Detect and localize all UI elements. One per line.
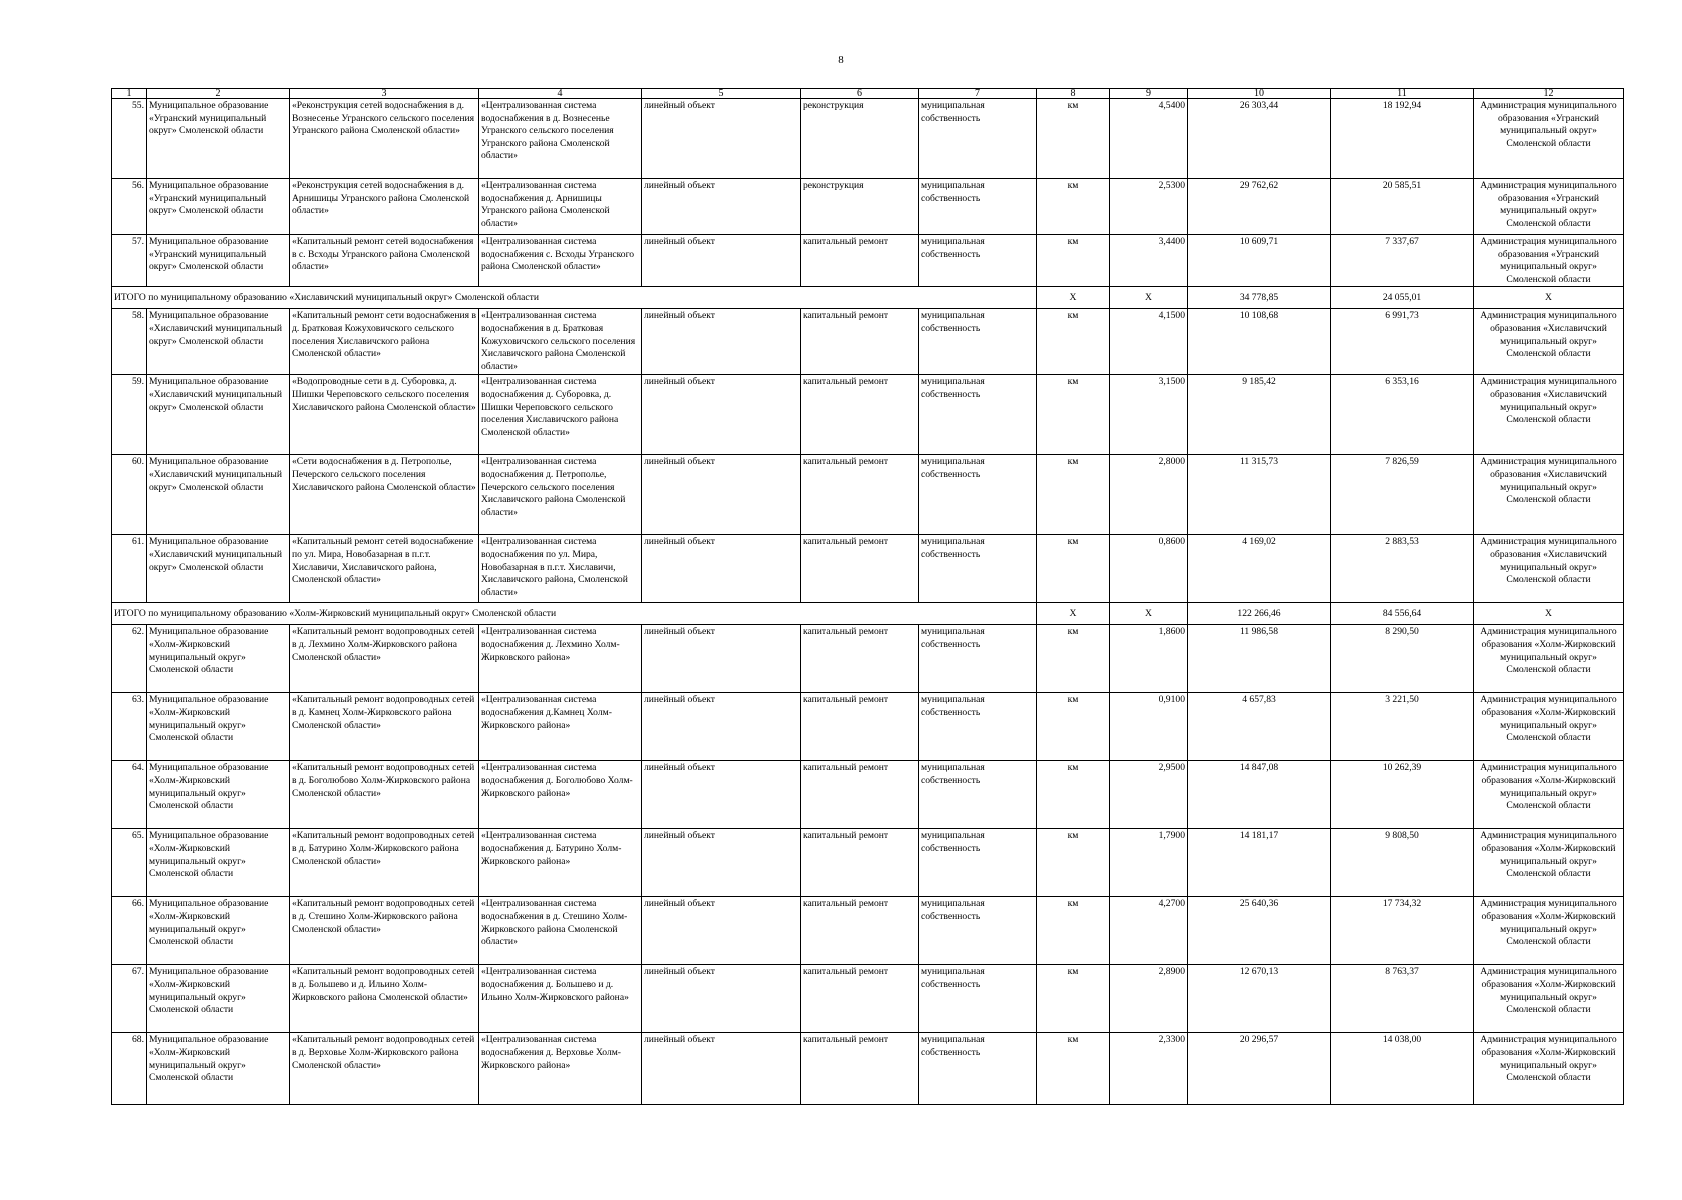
object-type-cell: линейный объект	[642, 99, 801, 179]
table-row	[112, 625, 1624, 693]
object-type-cell: линейный объект	[642, 693, 801, 761]
work-type-cell: реконструкция	[801, 99, 919, 179]
work-type-cell: капитальный ремонт	[801, 235, 919, 287]
responsible-org-cell: Администрация муниципального образования «Холм-Жирковский муниципальный округ» Смоленской области	[1474, 965, 1624, 1033]
responsible-org-cell: Администрация муниципального образования «Хиславичский муниципальный округ» Смоленской области	[1474, 375, 1624, 455]
responsible-org-cell: Администрация муниципального образования «Хиславичский муниципальный округ» Смоленской области	[1474, 455, 1624, 535]
total-label: ИТОГО по муниципальному образованию «Холм-Жирковский муниципальный округ» Смоленской области	[112, 603, 1037, 625]
water-system-cell: «Централизованная система водоснабжения д. Арнишицы Угранского района Смоленской области»	[479, 179, 642, 235]
unit-cell: км	[1037, 897, 1110, 965]
object-type-cell: линейный объект	[642, 1033, 801, 1105]
work-type-cell: капитальный ремонт	[801, 897, 919, 965]
length-cell: 2,9500	[1110, 761, 1188, 829]
row-number: 62.	[112, 625, 147, 693]
cost-10-cell: 12 670,13	[1188, 965, 1331, 1033]
object-name-cell: «Капитальный ремонт водопроводных сетей в д. Стешино Холм-Жирковского района Смоленской области»	[290, 897, 479, 965]
responsible-org-cell: Администрация муниципального образования «Холм-Жирковский муниципальный округ» Смоленской области	[1474, 829, 1624, 897]
object-type-cell: линейный объект	[642, 309, 801, 375]
column-number-4: 4	[479, 89, 642, 99]
row-number: 56.	[112, 179, 147, 235]
row-number: 59.	[112, 375, 147, 455]
unit-cell: км	[1037, 535, 1110, 603]
table-row	[112, 1033, 1624, 1105]
water-system-cell: «Централизованная система водоснабжения д. Петрополье, Печерского сельского поселения Хиславичского района Смоленской области»	[479, 455, 642, 535]
object-name-cell: «Водопроводные сети в д. Суборовка, д. Шишки Череповского сельского поселения Хиславичского района Смоленской области»	[290, 375, 479, 455]
table-row	[112, 309, 1624, 375]
unit-cell: км	[1037, 309, 1110, 375]
length-cell: 0,9100	[1110, 693, 1188, 761]
total-col8: Х	[1037, 603, 1110, 625]
cost-10-cell: 29 762,62	[1188, 179, 1331, 235]
cost-10-cell: 26 303,44	[1188, 99, 1331, 179]
total-row	[112, 603, 1624, 625]
total-cost-11: 24 055,01	[1331, 287, 1474, 309]
column-number-11: 11	[1331, 89, 1474, 99]
length-cell: 0,8600	[1110, 535, 1188, 603]
row-number: 58.	[112, 309, 147, 375]
object-type-cell: линейный объект	[642, 761, 801, 829]
cost-10-cell: 11 315,73	[1188, 455, 1331, 535]
object-name-cell: «Сети водоснабжения в д. Петрополье, Печерского сельского поселения Хиславичского района Смоленской области»	[290, 455, 479, 535]
ownership-cell: муниципальная собственность	[919, 535, 1037, 603]
municipality-cell: Муниципальное образование «Холм-Жирковский муниципальный округ» Смоленской области	[147, 829, 290, 897]
municipality-cell: Муниципальное образование «Хиславичский муниципальный округ» Смоленской области	[147, 535, 290, 603]
municipality-cell: Муниципальное образование «Холм-Жирковский муниципальный округ» Смоленской области	[147, 897, 290, 965]
municipality-cell: Муниципальное образование «Холм-Жирковский муниципальный округ» Смоленской области	[147, 761, 290, 829]
column-number-6: 6	[801, 89, 919, 99]
total-cost-11: 84 556,64	[1331, 603, 1474, 625]
cost-11-cell: 10 262,39	[1331, 761, 1474, 829]
object-type-cell: линейный объект	[642, 829, 801, 897]
work-type-cell: капитальный ремонт	[801, 1033, 919, 1105]
responsible-org-cell: Администрация муниципального образования «Холм-Жирковский муниципальный округ» Смоленской области	[1474, 897, 1624, 965]
ownership-cell: муниципальная собственность	[919, 829, 1037, 897]
water-system-cell: «Централизованная система водоснабжения д. Боголюбово Холм-Жирковского района»	[479, 761, 642, 829]
responsible-org-cell: Администрация муниципального образования «Хиславичский муниципальный округ» Смоленской области	[1474, 309, 1624, 375]
object-name-cell: «Капитальный ремонт водопроводных сетей в д. Верховье Холм-Жирковского района Смоленской области»	[290, 1033, 479, 1105]
object-name-cell: «Капитальный ремонт водопроводных сетей в д. Лехмино Холм-Жирковского района Смоленской области»	[290, 625, 479, 693]
object-name-cell: «Капитальный ремонт сетей водоснабжения в с. Всходы Угранского района Смоленской области»	[290, 235, 479, 287]
column-number-9: 9	[1110, 89, 1188, 99]
water-system-cell: «Централизованная система водоснабжения д. Верховье Холм-Жирковского района»	[479, 1033, 642, 1105]
cost-11-cell: 8 763,37	[1331, 965, 1474, 1033]
water-system-cell: «Централизованная система водоснабжения в д. Стешино Холм-Жирковского района Смоленской области»	[479, 897, 642, 965]
length-cell: 2,8000	[1110, 455, 1188, 535]
object-name-cell: «Реконструкция сетей водоснабжения в д. Арнишицы Угранского района Смоленской области»	[290, 179, 479, 235]
municipality-cell: Муниципальное образование «Холм-Жирковский муниципальный округ» Смоленской области	[147, 625, 290, 693]
column-number-12: 12	[1474, 89, 1624, 99]
cost-11-cell: 14 038,00	[1331, 1033, 1474, 1105]
table-row	[112, 965, 1624, 1033]
row-number: 60.	[112, 455, 147, 535]
length-cell: 3,1500	[1110, 375, 1188, 455]
municipality-cell: Муниципальное образование «Угранский муниципальный округ» Смоленской области	[147, 235, 290, 287]
column-number-5: 5	[642, 89, 801, 99]
table-row	[112, 375, 1624, 455]
object-name-cell: «Реконструкция сетей водоснабжения в д. Вознесенье Угранского сельского поселения Угранского района Смоленской области»	[290, 99, 479, 179]
total-col9: Х	[1110, 603, 1188, 625]
cost-11-cell: 20 585,51	[1331, 179, 1474, 235]
column-number-row	[112, 89, 1624, 99]
cost-10-cell: 14 847,08	[1188, 761, 1331, 829]
object-type-cell: линейный объект	[642, 375, 801, 455]
table-row	[112, 829, 1624, 897]
water-system-cell: «Централизованная система водоснабжения д. Суборовка, д. Шишки Череповского сельского поселения Хиславичского района Смоленской области»	[479, 375, 642, 455]
water-system-cell: «Централизованная система водоснабжения с. Всходы Угранского района Смоленской области»	[479, 235, 642, 287]
table-row	[112, 455, 1624, 535]
work-type-cell: капитальный ремонт	[801, 693, 919, 761]
cost-11-cell: 6 353,16	[1331, 375, 1474, 455]
municipality-cell: Муниципальное образование «Хиславичский муниципальный округ» Смоленской области	[147, 455, 290, 535]
row-number: 63.	[112, 693, 147, 761]
unit-cell: км	[1037, 99, 1110, 179]
work-type-cell: реконструкция	[801, 179, 919, 235]
municipality-cell: Муниципальное образование «Хиславичский муниципальный округ» Смоленской области	[147, 309, 290, 375]
cost-11-cell: 17 734,32	[1331, 897, 1474, 965]
responsible-org-cell: Администрация муниципального образования «Холм-Жирковский муниципальный округ» Смоленской области	[1474, 761, 1624, 829]
cost-11-cell: 7 337,67	[1331, 235, 1474, 287]
table-row	[112, 693, 1624, 761]
water-system-cell: «Централизованная система водоснабжения по ул. Мира, Новобазарная в п.г.т. Хиславичи, Хиславичского района, Смоленской области»	[479, 535, 642, 603]
responsible-org-cell: Администрация муниципального образования «Угранский муниципальный округ» Смоленской области	[1474, 235, 1624, 287]
work-type-cell: капитальный ремонт	[801, 829, 919, 897]
responsible-org-cell: Администрация муниципального образования «Угранский муниципальный округ» Смоленской области	[1474, 179, 1624, 235]
work-type-cell: капитальный ремонт	[801, 965, 919, 1033]
water-system-cell: «Централизованная система водоснабжения в д. Братковая Кожуховичского сельского поселения Хиславичского района Смоленской области»	[479, 309, 642, 375]
table-row	[112, 761, 1624, 829]
water-system-cell: «Централизованная система водоснабжения д. Лехмино Холм-Жирковского района»	[479, 625, 642, 693]
ownership-cell: муниципальная собственность	[919, 625, 1037, 693]
length-cell: 1,7900	[1110, 829, 1188, 897]
cost-11-cell: 8 290,50	[1331, 625, 1474, 693]
object-type-cell: линейный объект	[642, 535, 801, 603]
work-type-cell: капитальный ремонт	[801, 625, 919, 693]
object-name-cell: «Капитальный ремонт сетей водоснабжение по ул. Мира, Новобазарная в п.г.т. Хиславичи, Хиславичского района, Смоленской области»	[290, 535, 479, 603]
unit-cell: км	[1037, 625, 1110, 693]
length-cell: 4,2700	[1110, 897, 1188, 965]
table-row	[112, 235, 1624, 287]
water-system-cell: «Централизованная система водоснабжения д.Камнец Холм-Жирковского района»	[479, 693, 642, 761]
unit-cell: км	[1037, 179, 1110, 235]
ownership-cell: муниципальная собственность	[919, 309, 1037, 375]
ownership-cell: муниципальная собственность	[919, 455, 1037, 535]
object-type-cell: линейный объект	[642, 897, 801, 965]
municipality-cell: Муниципальное образование «Холм-Жирковский муниципальный округ» Смоленской области	[147, 1033, 290, 1105]
water-system-cell: «Централизованная система водоснабжения в д. Вознесенье Угранского сельского поселения Угранского района Смоленской области»	[479, 99, 642, 179]
page-number: 8	[838, 54, 844, 66]
row-number: 57.	[112, 235, 147, 287]
column-number-8: 8	[1037, 89, 1110, 99]
work-type-cell: капитальный ремонт	[801, 309, 919, 375]
column-number-2: 2	[147, 89, 290, 99]
object-type-cell: линейный объект	[642, 179, 801, 235]
ownership-cell: муниципальная собственность	[919, 897, 1037, 965]
row-number: 68.	[112, 1033, 147, 1105]
total-row	[112, 287, 1624, 309]
cost-11-cell: 6 991,73	[1331, 309, 1474, 375]
municipality-cell: Муниципальное образование «Холм-Жирковский муниципальный округ» Смоленской области	[147, 693, 290, 761]
unit-cell: км	[1037, 1033, 1110, 1105]
cost-10-cell: 14 181,17	[1188, 829, 1331, 897]
cost-10-cell: 10 609,71	[1188, 235, 1331, 287]
unit-cell: км	[1037, 829, 1110, 897]
unit-cell: км	[1037, 235, 1110, 287]
ownership-cell: муниципальная собственность	[919, 179, 1037, 235]
length-cell: 2,3300	[1110, 1033, 1188, 1105]
ownership-cell: муниципальная собственность	[919, 693, 1037, 761]
cost-11-cell: 3 221,50	[1331, 693, 1474, 761]
unit-cell: км	[1037, 375, 1110, 455]
ownership-cell: муниципальная собственность	[919, 235, 1037, 287]
object-type-cell: линейный объект	[642, 965, 801, 1033]
cost-10-cell: 9 185,42	[1188, 375, 1331, 455]
total-cost-10: 122 266,46	[1188, 603, 1331, 625]
cost-11-cell: 9 808,50	[1331, 829, 1474, 897]
responsible-org-cell: Администрация муниципального образования «Угранский муниципальный округ» Смоленской области	[1474, 99, 1624, 179]
table-row	[112, 99, 1624, 179]
responsible-org-cell: Администрация муниципального образования «Холм-Жирковский муниципальный округ» Смоленской области	[1474, 693, 1624, 761]
work-type-cell: капитальный ремонт	[801, 455, 919, 535]
investment-table	[111, 88, 1624, 1105]
object-name-cell: «Капитальный ремонт водопроводных сетей в д. Большево и д. Ильино Холм-Жирковского района Смоленской области»	[290, 965, 479, 1033]
ownership-cell: муниципальная собственность	[919, 761, 1037, 829]
unit-cell: км	[1037, 965, 1110, 1033]
object-name-cell: «Капитальный ремонт водопроводных сетей в д. Батурино Холм-Жирковского района Смоленской области»	[290, 829, 479, 897]
total-col9: Х	[1110, 287, 1188, 309]
table-row	[112, 535, 1624, 603]
total-col12: Х	[1474, 287, 1624, 309]
cost-11-cell: 18 192,94	[1331, 99, 1474, 179]
row-number: 64.	[112, 761, 147, 829]
ownership-cell: муниципальная собственность	[919, 99, 1037, 179]
municipality-cell: Муниципальное образование «Угранский муниципальный округ» Смоленской области	[147, 99, 290, 179]
unit-cell: км	[1037, 693, 1110, 761]
column-number-7: 7	[919, 89, 1037, 99]
unit-cell: км	[1037, 761, 1110, 829]
ownership-cell: муниципальная собственность	[919, 965, 1037, 1033]
row-number: 65.	[112, 829, 147, 897]
length-cell: 4,5400	[1110, 99, 1188, 179]
object-type-cell: линейный объект	[642, 625, 801, 693]
object-name-cell: «Капитальный ремонт водопроводных сетей в д. Камнец Холм-Жирковского района Смоленской области»	[290, 693, 479, 761]
municipality-cell: Муниципальное образование «Угранский муниципальный округ» Смоленской области	[147, 179, 290, 235]
object-type-cell: линейный объект	[642, 455, 801, 535]
cost-10-cell: 25 640,36	[1188, 897, 1331, 965]
length-cell: 1,8600	[1110, 625, 1188, 693]
ownership-cell: муниципальная собственность	[919, 1033, 1037, 1105]
responsible-org-cell: Администрация муниципального образования «Холм-Жирковский муниципальный округ» Смоленской области	[1474, 625, 1624, 693]
work-type-cell: капитальный ремонт	[801, 761, 919, 829]
responsible-org-cell: Администрация муниципального образования «Холм-Жирковский муниципальный округ» Смоленской области	[1474, 1033, 1624, 1105]
column-number-10: 10	[1188, 89, 1331, 99]
cost-10-cell: 4 657,83	[1188, 693, 1331, 761]
ownership-cell: муниципальная собственность	[919, 375, 1037, 455]
row-number: 66.	[112, 897, 147, 965]
total-col12: Х	[1474, 603, 1624, 625]
length-cell: 3,4400	[1110, 235, 1188, 287]
row-number: 55.	[112, 99, 147, 179]
cost-11-cell: 7 826,59	[1331, 455, 1474, 535]
total-col8: Х	[1037, 287, 1110, 309]
work-type-cell: капитальный ремонт	[801, 535, 919, 603]
row-number: 61.	[112, 535, 147, 603]
municipality-cell: Муниципальное образование «Хиславичский муниципальный округ» Смоленской области	[147, 375, 290, 455]
length-cell: 4,1500	[1110, 309, 1188, 375]
object-name-cell: «Капитальный ремонт сети водоснабжения в д. Братковая Кожуховичского сельского поселения Хиславичского района Смоленской области»	[290, 309, 479, 375]
water-system-cell: «Централизованная система водоснабжения д. Большево и д. Ильино Холм-Жирковского района»	[479, 965, 642, 1033]
total-cost-10: 34 778,85	[1188, 287, 1331, 309]
cost-10-cell: 4 169,02	[1188, 535, 1331, 603]
length-cell: 2,5300	[1110, 179, 1188, 235]
table-row	[112, 179, 1624, 235]
column-number-3: 3	[290, 89, 479, 99]
object-type-cell: линейный объект	[642, 235, 801, 287]
work-type-cell: капитальный ремонт	[801, 375, 919, 455]
object-name-cell: «Капитальный ремонт водопроводных сетей в д. Боголюбово Холм-Жирковского района Смоленской области»	[290, 761, 479, 829]
responsible-org-cell: Администрация муниципального образования «Хиславичский муниципальный округ» Смоленской области	[1474, 535, 1624, 603]
total-label: ИТОГО по муниципальному образованию «Хиславичский муниципальный округ» Смоленской области	[112, 287, 1037, 309]
water-system-cell: «Централизованная система водоснабжения д. Батурино Холм-Жирковского района»	[479, 829, 642, 897]
table-body	[112, 89, 1624, 1105]
length-cell: 2,8900	[1110, 965, 1188, 1033]
row-number: 67.	[112, 965, 147, 1033]
unit-cell: км	[1037, 455, 1110, 535]
municipality-cell: Муниципальное образование «Холм-Жирковский муниципальный округ» Смоленской области	[147, 965, 290, 1033]
cost-10-cell: 11 986,58	[1188, 625, 1331, 693]
cost-11-cell: 2 883,53	[1331, 535, 1474, 603]
cost-10-cell: 20 296,57	[1188, 1033, 1331, 1105]
table-row	[112, 897, 1624, 965]
cost-10-cell: 10 108,68	[1188, 309, 1331, 375]
column-number-1: 1	[112, 89, 147, 99]
